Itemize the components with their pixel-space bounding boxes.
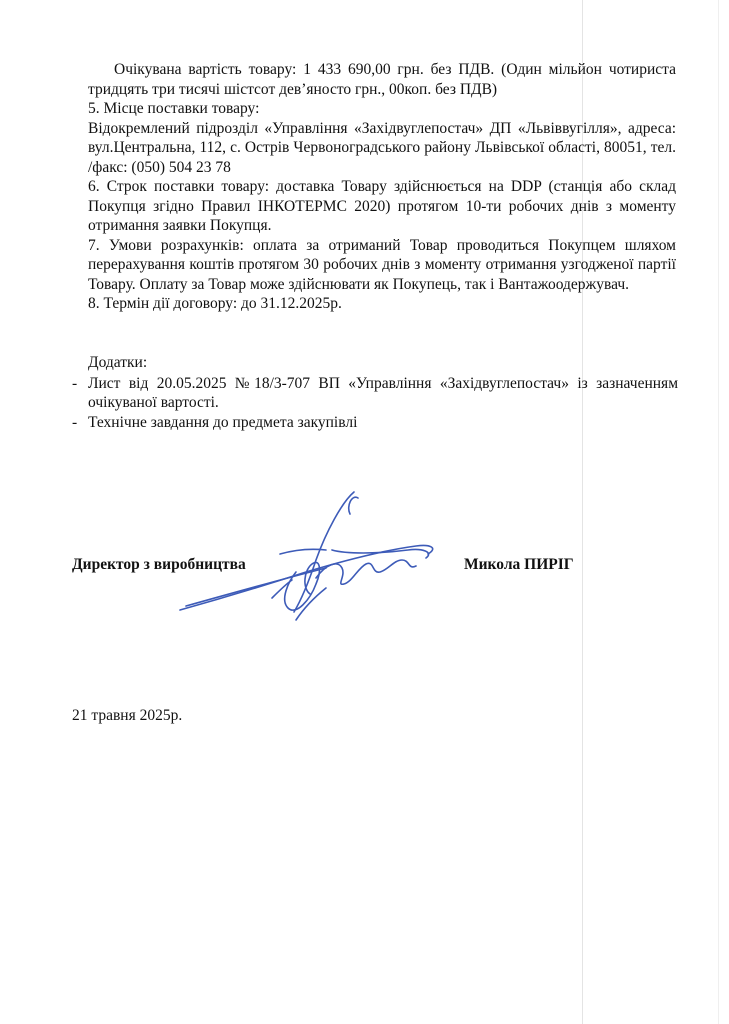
signatory-name: Микола ПИРІГ [464, 556, 574, 573]
list-item [72, 413, 678, 433]
document-date: 21 травня 2025р. [72, 707, 183, 724]
delivery-term-paragraph: 6. Строк поставки товару: доставка Товару здійснюється на DDP (станція або склад Покупця згідно Правил ІНКОТЕРМС 2020) протягом 10-ти робочих днів з моменту отримання заявки Покупця. [88, 178, 676, 234]
attachments-title: Додатки: [88, 354, 148, 371]
list-item [72, 374, 678, 413]
document-body [88, 60, 676, 314]
attachments-list [72, 374, 678, 433]
attachment-text: Лист від 20.05.2025 №18/3-707 ВП «Управління «Західвуглепостач» із зазначенням очікуваної вартості. [88, 374, 678, 411]
delivery-address-paragraph: Відокремлений підрозділ «Управління «Західвуглепостач» ДП «Львіввугілля», адреса: вул.Центральна, 112, с. Острів Червоноградського району Львівської області, 80051, тел. /факс: (050) 504 23 78 [88, 119, 676, 176]
delivery-place-heading: 5. Місце поставки товару: [88, 100, 260, 117]
contract-validity-paragraph: 8. Термін дії договору: до 31.12.2025р. [88, 295, 342, 312]
scan-artifact-line [718, 0, 719, 1024]
attachment-text: Технічне завдання до предмета закупівлі [88, 413, 358, 431]
list-marker: - [72, 413, 78, 431]
expected-cost-paragraph: Очікувана вартість товару: 1 433 690,00 грн. без ПДВ. (Один мільйон чотириста тридцять три тисячі шістсот дев’яносто грн., 00коп. без ПДВ) [88, 61, 676, 98]
attachments-section [72, 353, 678, 432]
handwritten-signature [176, 480, 476, 630]
payment-terms-paragraph: 7. Умови розрахунків: оплата за отриманий Товар проводиться Покупцем шляхом перерахування коштів протягом 30 робочих днів з моменту отримання узгодженої партії Товару. Оплату за Товар може здійснювати як Покупець, так і Вантажоодержувач. [88, 236, 676, 293]
signatory-title: Директор з виробництва [72, 556, 246, 573]
list-marker: - [72, 374, 78, 392]
